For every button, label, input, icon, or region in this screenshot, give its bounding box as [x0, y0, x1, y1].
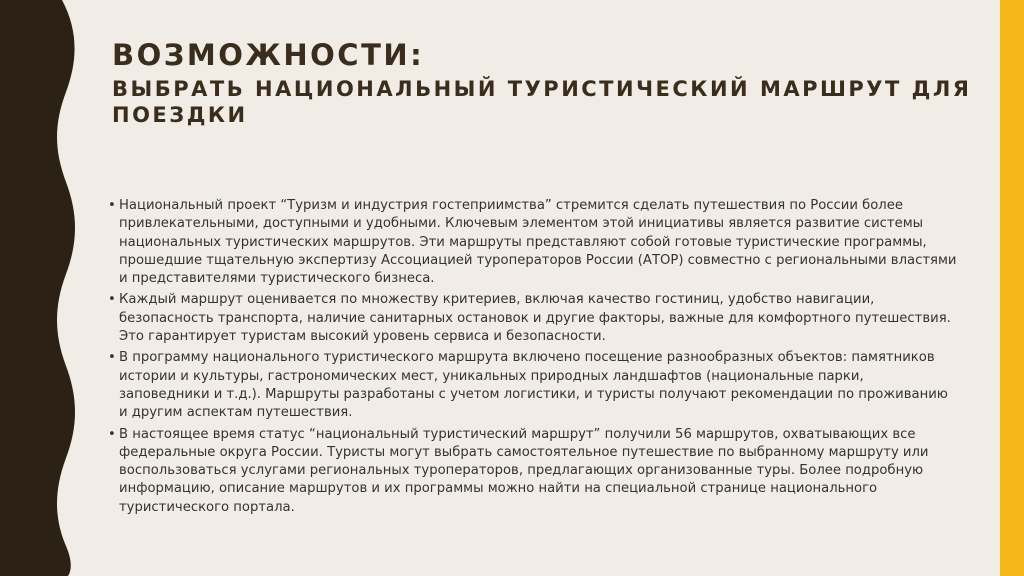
bullet-text: В настоящее время статус “национальный туристический маршрут” получили 56 маршрутов, охватывающих все федеральные округа России. Туристы могут выбрать самостоятельное путешествие по выбранному маршруту или воспользоваться услугами региональных туроператоров, предлагающих организованные туры. Более подробную информацию, описание маршрутов и их программы можно найти на специальной странице национального туристического портала. — [119, 426, 929, 515]
bullet-item — [108, 291, 958, 346]
bullet-text: Национальный проект “Туризм и индустрия гостеприимства” стремится сделать путешествия по России более привлекательными, доступными и удобными. Ключевым элементом этой инициативы является развитие системы национальных туристических маршрутов. Эти маршруты представляют собой готовые туристические программы, прошедшие тщательную экспертизу Ассоциацией туроператоров России (АТОР) совместно с региональными властями и представителями туристического бизнеса. — [119, 198, 957, 287]
left-wavy-band — [0, 0, 80, 576]
bullet-text: Каждый маршрут оценивается по множеству критериев, включая качество гостиниц, удобство навигации, безопасность транспорта, наличие санитарных остановок и другие факторы, важные для комфортного путешествия. Это гарантирует туристам высокий уровень сервиса и безопасности. — [119, 292, 951, 345]
wave-shape — [0, 0, 75, 576]
bullet-dot-icon: • — [108, 350, 116, 366]
bullet-dot-icon: • — [108, 198, 116, 213]
title-line-1: ВОЗМОЖНОСТИ: — [112, 38, 425, 72]
bullet-item — [108, 349, 958, 422]
bullet-dot-icon: • — [108, 292, 116, 308]
bullet-list — [108, 197, 958, 520]
bullet-item — [108, 197, 958, 288]
bullet-item — [108, 426, 958, 517]
title-line-2: ВЫБРАТЬ НАЦИОНАЛЬНЫЙ ТУРИСТИЧЕСКИЙ МАРШРУТ ДЛЯ ПОЕЗДКИ — [112, 77, 972, 127]
right-accent-bar — [1000, 0, 1024, 576]
slide-title — [112, 38, 992, 128]
bullet-dot-icon: • — [108, 426, 116, 442]
bullet-text: В программу национального туристического маршрута включено посещение разнообразных объектов: памятников истории и культуры, гастрономических мест, уникальных природных ландшафтов (национальные парки, заповедники и т.д.). Маршруты разработаны с учетом логистики, и туристы получают рекомендации по проживанию и другим аспектам путешествия. — [119, 350, 948, 421]
